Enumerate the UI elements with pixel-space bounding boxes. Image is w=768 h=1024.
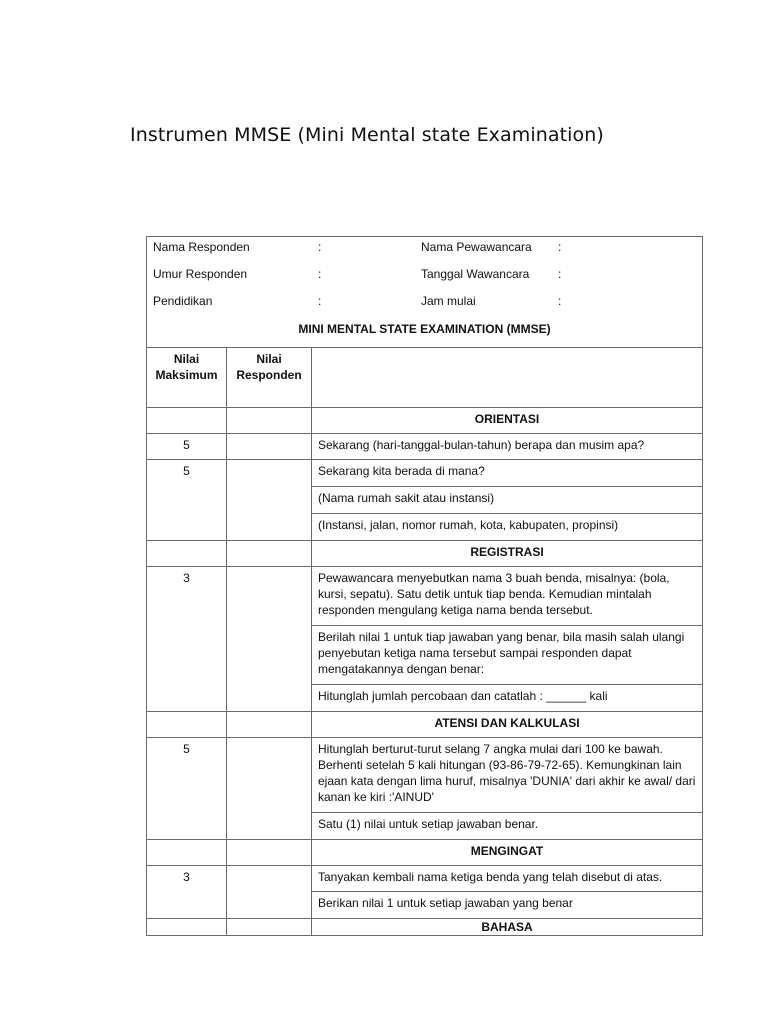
separator: :	[558, 240, 562, 254]
max-score-cell: 5	[147, 738, 227, 840]
empty-cell	[147, 408, 227, 434]
empty-cell	[227, 541, 312, 567]
respondent-score-cell[interactable]	[227, 866, 312, 919]
item-text: Berikan nilai 1 untuk setiap jawaban yang benar	[312, 892, 703, 919]
label-nama-responden: Nama Responden	[153, 240, 250, 254]
max-score-cell: 3	[147, 567, 227, 712]
empty-cell	[147, 919, 227, 936]
max-score-cell: 5	[147, 460, 227, 541]
empty-cell	[227, 408, 312, 434]
mmse-heading: MINI MENTAL STATE EXAMINATION (MMSE)	[298, 322, 551, 336]
item-text: Hitunglah jumlah percobaan dan catatlah : ______ kali	[312, 685, 703, 712]
table-row	[147, 460, 703, 487]
item-text: Sekarang (hari-tanggal-bulan-tahun) berapa dan musim apa?	[312, 434, 703, 460]
respondent-score-cell[interactable]	[227, 567, 312, 712]
max-score-cell: 3	[147, 866, 227, 919]
mmse-form-table	[146, 236, 703, 936]
table-row	[147, 738, 703, 813]
column-header-row	[147, 348, 703, 408]
table-row	[147, 434, 703, 460]
section-title-atensi: ATENSI DAN KALKULASI	[312, 712, 703, 738]
empty-cell	[227, 840, 312, 866]
section-title-registrasi: REGISTRASI	[312, 541, 703, 567]
respondent-info-grid	[147, 237, 702, 319]
empty-cell	[147, 840, 227, 866]
respondent-info-row	[147, 237, 703, 348]
table-row	[147, 866, 703, 892]
separator: :	[318, 267, 322, 281]
item-subtext: (Instansi, jalan, nomor rumah, kota, kabupaten, propinsi)	[312, 514, 703, 541]
respondent-info-cell	[147, 237, 703, 348]
page-title: Instrumen MMSE (Mini Mental state Examination)	[130, 124, 604, 146]
respondent-score-cell[interactable]	[227, 738, 312, 840]
label-nama-pewawancara: Nama Pewawancara	[421, 240, 532, 254]
section-row-atensi	[147, 712, 703, 738]
empty-cell	[227, 919, 312, 936]
item-text: Sekarang kita berada di mana?	[312, 460, 703, 487]
separator: :	[318, 294, 322, 308]
col-header-respondent-score: Nilai Responden	[227, 348, 312, 408]
section-title-mengingat: MENGINGAT	[312, 840, 703, 866]
label-umur-responden: Umur Responden	[153, 267, 248, 281]
label-pendidikan: Pendidikan	[153, 294, 213, 308]
item-text: Tanyakan kembali nama ketiga benda yang telah disebut di atas.	[312, 866, 703, 892]
empty-cell	[147, 712, 227, 738]
item-text: Berilah nilai 1 untuk tiap jawaban yang benar, bila masih salah ulangi penyebutan ketiga nama tersebut sampai responden dapat mengatakannya dengan benar:	[312, 626, 703, 685]
empty-cell	[227, 712, 312, 738]
item-text: Satu (1) nilai untuk setiap jawaban benar.	[312, 813, 703, 840]
item-subtext: (Nama rumah sakit atau instansi)	[312, 487, 703, 514]
section-row-registrasi	[147, 541, 703, 567]
section-title-orientasi: ORIENTASI	[312, 408, 703, 434]
section-row-orientasi	[147, 408, 703, 434]
max-score-cell: 5	[147, 434, 227, 460]
section-title-bahasa: BAHASA	[312, 919, 703, 936]
col-header-item	[312, 348, 703, 408]
empty-cell	[147, 541, 227, 567]
col-header-max-score: Nilai Maksimum	[147, 348, 227, 408]
table-row	[147, 567, 703, 626]
separator: :	[558, 294, 562, 308]
respondent-score-cell[interactable]	[227, 434, 312, 460]
item-text: Hitunglah berturut-turut selang 7 angka mulai dari 100 ke bawah. Berhenti setelah 5 kali hitungan (93-86-79-72-65). Kemungkinan lain ejaan kata dengan lima huruf, misalnya 'DUNIA' dari akhir ke awal/ dari kanan ke kiri :'AINUD'	[312, 738, 703, 813]
item-text: Pewawancara menyebutkan nama 3 buah benda, misalnya: (bola, kursi, sepatu). Satu detik untuk tiap benda. Kemudian mintalah responden mengulang ketiga nama benda tersebut.	[312, 567, 703, 626]
separator: :	[558, 267, 562, 281]
section-row-bahasa	[147, 919, 703, 936]
label-tanggal-wawancara: Tanggal Wawancara	[421, 267, 530, 281]
respondent-score-cell[interactable]	[227, 460, 312, 541]
separator: :	[318, 240, 322, 254]
section-row-mengingat	[147, 840, 703, 866]
label-jam-mulai: Jam mulai	[421, 294, 476, 308]
